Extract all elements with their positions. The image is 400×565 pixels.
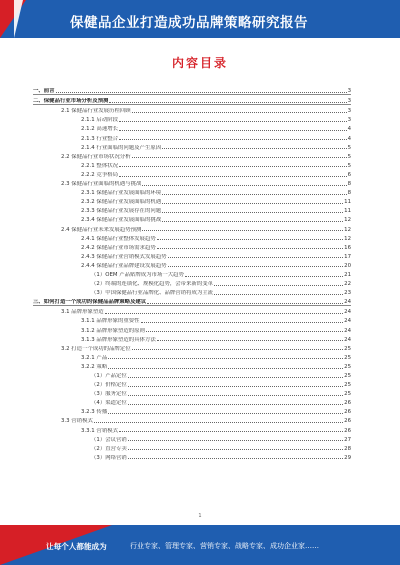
toc-entry-page: 12 bbox=[344, 226, 351, 233]
toc-leader-dots bbox=[162, 194, 346, 195]
toc-entry[interactable] bbox=[33, 269, 351, 278]
toc-entry[interactable] bbox=[33, 123, 351, 132]
toc-entry-page: 25 bbox=[344, 373, 351, 379]
toc-entry-label: 2.4.1 保健品行业整体发展趋势 bbox=[81, 235, 156, 242]
toc-entry-page: 8 bbox=[347, 181, 351, 188]
toc-leader-dots bbox=[168, 266, 344, 267]
toc-entry-page: 11 bbox=[344, 208, 351, 215]
toc-entry-label: 三、如何打造一个成功的保健品品牌策略及建议 bbox=[33, 299, 147, 306]
toc-entry-page: 11 bbox=[344, 199, 351, 206]
toc-entry-page: 26 bbox=[344, 418, 351, 425]
toc-entry-page: 21 bbox=[344, 271, 351, 278]
toc-entry-page: 20 bbox=[344, 262, 351, 269]
toc-leader-dots bbox=[132, 349, 344, 350]
report-title: 保健品企业打造成功品牌策略研究报告 bbox=[70, 15, 308, 31]
toc-entry-label: （2）直营专卖 bbox=[91, 445, 127, 452]
toc-entry-label: （2）价格定位 bbox=[91, 382, 127, 389]
toc-entry-label: 3.2 打造一个成功的品牌定位 bbox=[61, 345, 131, 352]
toc-leader-dots bbox=[185, 276, 343, 277]
toc-leader-dots bbox=[128, 404, 343, 405]
toc-entry-page: 24 bbox=[344, 318, 351, 325]
toc-entry[interactable] bbox=[33, 397, 351, 406]
toc-entry-label: 3.1.2 品牌形象塑造的原则 bbox=[81, 327, 145, 334]
footer-slogan-right: 行业专家、管理专家、营销专家、战略专家、成功企业家…… bbox=[130, 542, 319, 550]
toc-leader-dots bbox=[94, 422, 343, 423]
toc-entry-label: 2.3.2 保健品行业发展面临的机遇 bbox=[81, 199, 162, 206]
toc-entry[interactable] bbox=[33, 334, 351, 343]
toc-entry[interactable] bbox=[33, 361, 351, 370]
toc-entry[interactable] bbox=[33, 187, 351, 196]
toc-entry[interactable] bbox=[33, 169, 351, 178]
toc-entry[interactable] bbox=[33, 132, 351, 141]
toc-entry-page: 3 bbox=[347, 117, 351, 124]
toc-leader-dots bbox=[108, 358, 343, 359]
toc-entry[interactable] bbox=[33, 105, 351, 114]
toc-entry-label: 3.1.1 品牌形象的重要性 bbox=[81, 318, 140, 325]
toc-entry[interactable] bbox=[33, 306, 351, 315]
toc-leader-dots bbox=[141, 322, 344, 323]
toc-leader-dots bbox=[119, 121, 347, 122]
toc-leader-dots bbox=[119, 166, 347, 167]
toc-entry-page: 4 bbox=[347, 135, 351, 142]
toc-leader-dots bbox=[128, 440, 343, 441]
toc-entry-label: 2.3 保健品行业面临的机遇与挑战 bbox=[61, 181, 142, 188]
toc-leader-dots bbox=[162, 203, 343, 204]
toc-entry-label: （4）渠道定位 bbox=[91, 400, 127, 407]
toc-entry-page: 25 bbox=[344, 345, 351, 352]
toc-entry-label: 3.2.3 传播 bbox=[81, 409, 108, 416]
toc-entry-page: 25 bbox=[344, 354, 351, 361]
toc-entry[interactable] bbox=[33, 142, 351, 151]
toc-entry[interactable] bbox=[33, 151, 351, 160]
toc-entry-label: 3.2.1 产品 bbox=[81, 354, 108, 361]
toc-leader-dots bbox=[105, 313, 344, 314]
toc-entry-page: 24 bbox=[344, 327, 351, 334]
toc-leader-dots bbox=[162, 221, 343, 222]
toc-entry[interactable] bbox=[33, 114, 351, 123]
toc-entry[interactable] bbox=[33, 370, 351, 379]
toc-entry[interactable] bbox=[33, 233, 351, 242]
toc-entry-label: 2.4.3 保健品行业营销模式发展趋势 bbox=[81, 253, 167, 260]
toc-entry-page: 29 bbox=[344, 454, 351, 461]
toc-leader-dots bbox=[119, 130, 347, 131]
toc-entry-label: 3.1.3 品牌形象塑造的具体方法 bbox=[81, 336, 156, 343]
toc-entry[interactable] bbox=[33, 242, 351, 251]
toc-leader-dots bbox=[128, 377, 343, 378]
toc-entry-label: 2.1.1 启动阶段 bbox=[81, 117, 118, 124]
toc-entry-label: （3）服务定位 bbox=[91, 391, 127, 398]
toc-entry-label: 3.3 营销模式 bbox=[61, 418, 93, 425]
toc-entry[interactable] bbox=[33, 352, 351, 361]
toc-entry-page: 12 bbox=[344, 217, 351, 224]
toc-leader-dots bbox=[146, 331, 343, 332]
toc-entry-page: 24 bbox=[344, 299, 351, 306]
toc-entry[interactable] bbox=[33, 434, 351, 443]
toc-entry-page: 25 bbox=[344, 382, 351, 389]
toc-heading: 内容目录 bbox=[171, 56, 228, 70]
toc-entry-label: （1）产品定位 bbox=[91, 373, 127, 379]
toc-entry-label: 2.1.4 行业面临的问题及产生原因 bbox=[81, 144, 162, 151]
toc-entry-page: 3 bbox=[347, 108, 351, 115]
toc-entry-page: 26 bbox=[344, 400, 351, 407]
toc-leader-dots bbox=[119, 139, 347, 140]
toc-entry-label: 2.2.1 整体状况 bbox=[81, 162, 118, 169]
toc-entry-page: 25 bbox=[344, 391, 351, 398]
toc-entry-page: 28 bbox=[344, 445, 351, 452]
toc-entry-page: 26 bbox=[344, 427, 351, 434]
toc-entry[interactable] bbox=[33, 296, 351, 306]
toc-entry-page: 16 bbox=[344, 244, 351, 251]
toc-entry-label: （1）会议营销 bbox=[91, 436, 127, 443]
toc-entry-label: （2）终端的连锁化、规模化趋势，会带来新的变革 bbox=[91, 281, 214, 288]
toc-leader-dots bbox=[162, 212, 343, 213]
toc-leader-dots bbox=[108, 413, 343, 414]
toc-entry[interactable] bbox=[33, 452, 351, 461]
toc-entry[interactable] bbox=[33, 443, 351, 452]
toc-leader-dots bbox=[132, 112, 347, 113]
header-white-stripe bbox=[14, 0, 23, 38]
toc-entry[interactable] bbox=[33, 223, 351, 232]
toc-entry-page: 24 bbox=[344, 336, 351, 343]
toc-entry[interactable] bbox=[33, 343, 351, 352]
toc-entry-label: 2.4.2 保健品行业市场需求趋势 bbox=[81, 244, 156, 251]
footer-slogan-left: 让每个人都能成为 bbox=[46, 542, 107, 551]
toc-leader-dots bbox=[56, 92, 347, 93]
toc-leader-dots bbox=[128, 449, 343, 450]
toc-entry[interactable] bbox=[33, 415, 351, 424]
toc-entry-label: 2.3.4 保健品行业发展面临的挑战 bbox=[81, 217, 162, 224]
toc-entry-page: 12 bbox=[344, 235, 351, 242]
toc-entry[interactable] bbox=[33, 85, 351, 95]
toc-entry-label: （3）中国保健品行业品牌化、品牌营销将成为主流 bbox=[91, 290, 214, 297]
toc-entry-page: 4 bbox=[347, 126, 351, 133]
page-header bbox=[0, 0, 400, 38]
toc-entry-label: （1）OEM 产品贴牌成为市场一大趋势 bbox=[91, 271, 184, 278]
toc-leader-dots bbox=[147, 303, 343, 304]
toc-entry[interactable] bbox=[33, 388, 351, 397]
toc-entry[interactable] bbox=[33, 95, 351, 105]
toc-entry-page: 3 bbox=[347, 88, 351, 95]
toc-entry-page: 27 bbox=[344, 436, 351, 443]
toc-entry-page: 5 bbox=[347, 162, 351, 169]
toc-entry[interactable] bbox=[33, 278, 351, 287]
page-footer bbox=[0, 525, 400, 565]
toc-entry[interactable] bbox=[33, 196, 351, 205]
toc-entry-label: 2.2.2 竞争格局 bbox=[81, 171, 118, 178]
toc-leader-dots bbox=[214, 285, 343, 286]
toc-entry-page: 26 bbox=[344, 409, 351, 416]
toc-entry-page: 5 bbox=[347, 153, 351, 160]
toc-entry-page: 24 bbox=[344, 309, 351, 316]
toc-entry-page: 22 bbox=[344, 281, 351, 288]
toc-leader-dots bbox=[132, 157, 347, 158]
toc-leader-dots bbox=[168, 257, 344, 258]
toc-leader-dots bbox=[128, 458, 343, 459]
toc-leader-dots bbox=[157, 239, 343, 240]
table-of-contents bbox=[33, 85, 351, 461]
toc-leader-dots bbox=[162, 148, 346, 149]
toc-entry-label: 2.4.4 保健品行业品牌建设发展趋势 bbox=[81, 262, 167, 269]
toc-entry[interactable] bbox=[33, 315, 351, 324]
toc-entry-label: 3.2.2 策略 bbox=[81, 363, 108, 370]
toc-entry-page: 3 bbox=[347, 98, 351, 105]
toc-entry-label: 2.1.2 高速增长 bbox=[81, 126, 118, 133]
toc-leader-dots bbox=[142, 185, 346, 186]
toc-entry[interactable] bbox=[33, 260, 351, 269]
toc-entry[interactable] bbox=[33, 424, 351, 433]
toc-leader-dots bbox=[119, 431, 343, 432]
toc-entry[interactable] bbox=[33, 205, 351, 214]
toc-entry[interactable] bbox=[33, 379, 351, 388]
toc-entry-page: 5 bbox=[347, 144, 351, 151]
toc-entry[interactable] bbox=[33, 178, 351, 187]
toc-entry-label: 2.1 保健品行业发展历程回顾 bbox=[61, 108, 131, 115]
toc-entry[interactable] bbox=[33, 406, 351, 415]
toc-entry[interactable] bbox=[33, 324, 351, 333]
toc-entry[interactable] bbox=[33, 251, 351, 260]
toc-entry-label: 2.3.3 保健品行业发展存在的问题 bbox=[81, 208, 162, 215]
toc-entry-page: 8 bbox=[347, 190, 351, 197]
toc-entry-label: 二、保健品行业市场分析及预测 bbox=[33, 98, 109, 105]
toc-entry-page: 23 bbox=[344, 290, 351, 297]
toc-leader-dots bbox=[214, 294, 343, 295]
toc-entry-label: 2.3.1 保健品行业发展面临的环境 bbox=[81, 190, 162, 197]
toc-leader-dots bbox=[128, 395, 343, 396]
toc-entry-page: 17 bbox=[344, 253, 351, 260]
toc-entry[interactable] bbox=[33, 287, 351, 296]
toc-leader-dots bbox=[108, 368, 343, 369]
toc-leader-dots bbox=[157, 248, 343, 249]
toc-leader-dots bbox=[109, 102, 346, 103]
toc-leader-dots bbox=[142, 230, 343, 231]
toc-entry-label: 2.1.3 行业整合 bbox=[81, 135, 118, 142]
toc-leader-dots bbox=[119, 176, 347, 177]
toc-entry-label: （3）网络营销 bbox=[91, 454, 127, 461]
toc-entry-label: 一、前言 bbox=[33, 88, 55, 95]
toc-entry-page: 25 bbox=[344, 363, 351, 370]
toc-entry[interactable] bbox=[33, 160, 351, 169]
toc-entry-label: 3.3.1 营销模式 bbox=[81, 427, 118, 434]
toc-leader-dots bbox=[157, 340, 343, 341]
toc-entry-page: 6 bbox=[347, 171, 351, 178]
toc-leader-dots bbox=[128, 386, 343, 387]
page-number: 1 bbox=[198, 513, 202, 519]
toc-entry-label: 2.2 保健品行业市场状况分析 bbox=[61, 153, 131, 160]
toc-entry-label: 2.4 保健品行业未来发展趋势预测 bbox=[61, 226, 142, 233]
toc-entry-label: 3.1 品牌形象塑造 bbox=[61, 309, 104, 316]
toc-entry[interactable] bbox=[33, 214, 351, 223]
